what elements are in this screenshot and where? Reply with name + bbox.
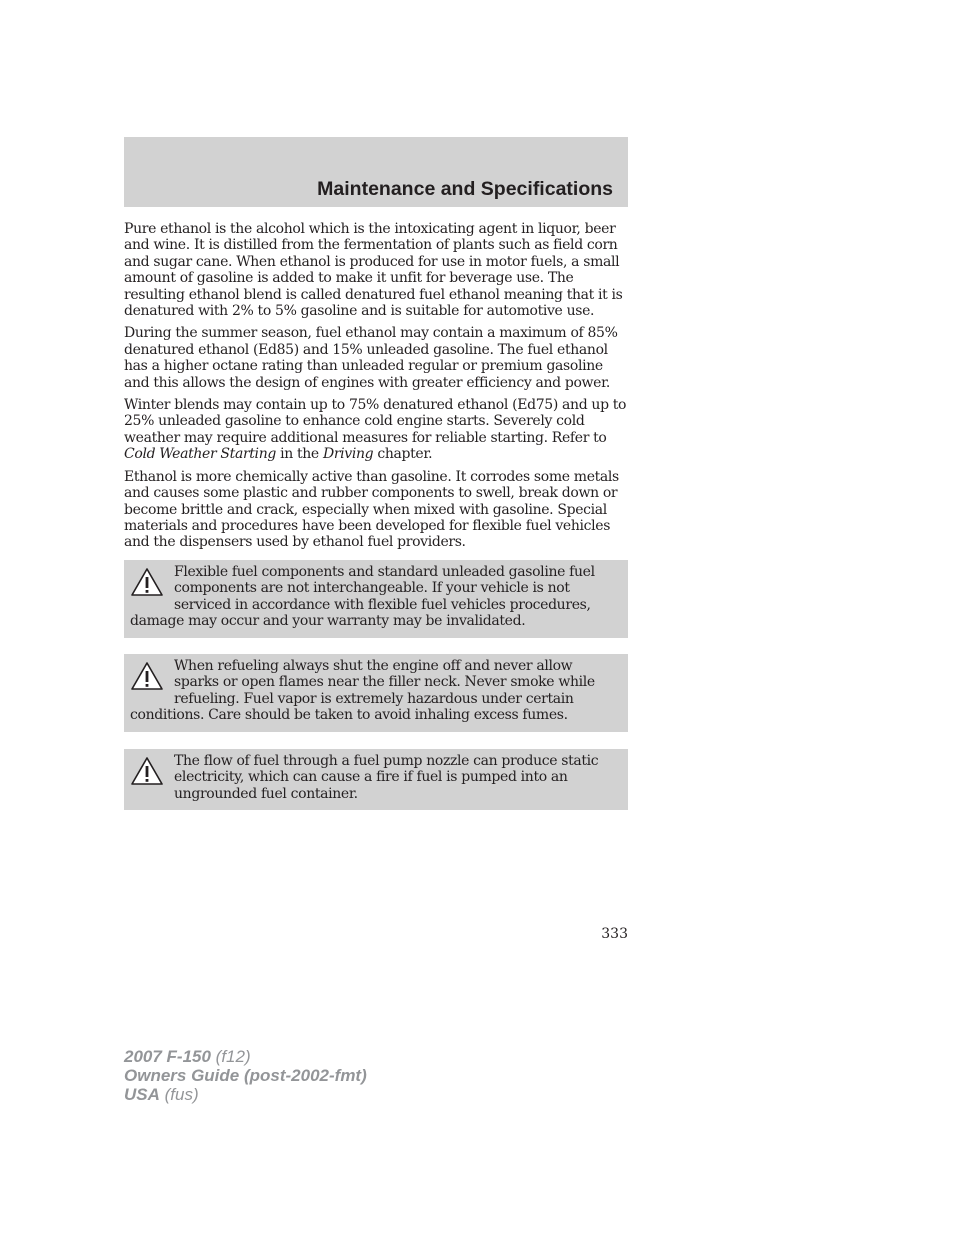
reference-driving-chapter: Driving xyxy=(322,446,374,463)
paragraph-summer-season: During the summer season, fuel ethanol may contain a maximum of 85% denatured ethanol (Ed85) and 15% unleaded gasoline. The fuel ethanol has a higher octane rating than unleaded regular or premium gasoline and this allows the design of engines with greater efficiency and power. xyxy=(124,325,618,391)
footer-guide-line: Owners Guide (post-2002-fmt) xyxy=(124,1066,367,1085)
warning-text: The flow of fuel through a fuel pump nozzle can produce static electricity, which can cause a fire if fuel is pumped into an ungrounded fuel container. xyxy=(174,753,599,802)
footer-market-line: USA (fus) xyxy=(124,1085,199,1104)
warning-box-static-electricity xyxy=(124,749,628,810)
warning-triangle-icon xyxy=(130,661,164,691)
reference-cold-weather-starting: Cold Weather Starting xyxy=(124,446,276,463)
warning-triangle-icon xyxy=(130,567,164,597)
footer-model-line: 2007 F-150 (f12) xyxy=(124,1047,251,1066)
section-title: Maintenance and Specifications xyxy=(317,178,613,200)
warning-box-components xyxy=(124,560,628,638)
footer xyxy=(124,1047,367,1104)
body-text xyxy=(124,221,630,557)
warning-text: Flexible fuel components and standard unleaded gasoline fuel components are not interchangeable. If your vehicle is not serviced in accordance with flexible fuel vehicles procedures, damage may occur and your warranty may be invalidated. xyxy=(130,564,595,630)
paragraph-winter-blends: Winter blends may contain up to 75% denatured ethanol (Ed75) and up to 25% unleaded gasoline to enhance cold engine starts. Severely cold weather may require additional measures for reliable starting. Refer to Cold Weather Starting in the Driving chapter. xyxy=(124,397,627,463)
paragraph-chemically-active: Ethanol is more chemically active than gasoline. It corrodes some metals and causes some plastic and rubber components to swell, break down or become brittle and crack, especially when mixed with gasoline. Special materials and procedures have been developed for flexible fuel vehicles and the dispensers used by ethanol fuel providers. xyxy=(124,468,619,551)
page-number: 333 xyxy=(601,926,628,942)
section-header xyxy=(124,137,628,207)
warning-box-refueling xyxy=(124,654,628,732)
paragraph-pure-ethanol: Pure ethanol is the alcohol which is the intoxicating agent in liquor, beer and wine. It is distilled from the fermentation of plants such as field corn and sugar cane. When ethanol is produced for use in motor fuels, a small amount of gasoline is added to make it unfit for beverage use. The resulting ethanol blend is called denatured fuel ethanol meaning that it is denatured with 2% to 5% gasoline and is suitable for automotive use. xyxy=(124,221,623,320)
warning-text: When refueling always shut the engine off and never allow sparks or open flames near the filler neck. Never smoke while refueling. Fuel vapor is extremely hazardous under certain conditions. Care should be taken to avoid inhaling excess fumes. xyxy=(130,658,595,724)
warning-triangle-icon xyxy=(130,756,164,786)
